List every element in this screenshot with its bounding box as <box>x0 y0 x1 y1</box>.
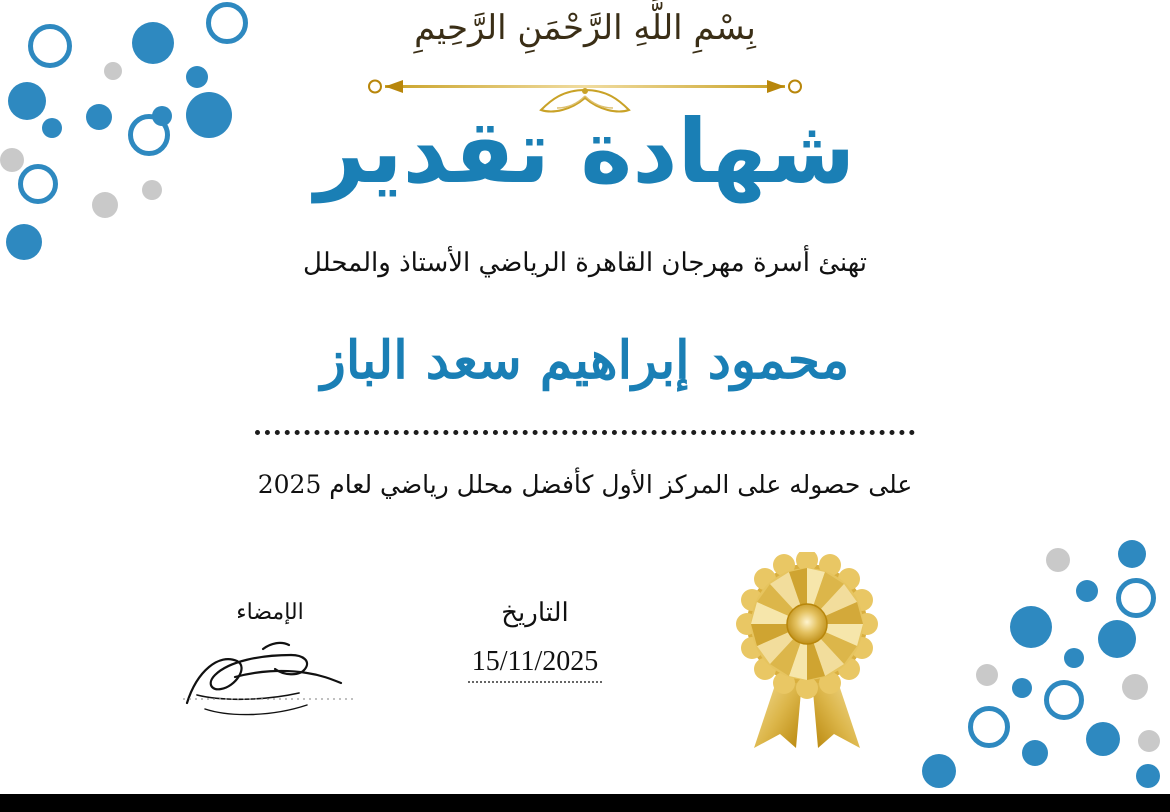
dot <box>976 664 998 686</box>
dot <box>1098 620 1136 658</box>
name-dotted-rule <box>255 430 915 441</box>
congratulation-line: تهنئ أسرة مهرجان القاهرة الرياضي الأستاذ والمحلل <box>303 248 867 278</box>
dot <box>186 66 208 88</box>
dot <box>968 706 1010 748</box>
dot <box>104 62 122 80</box>
reason-line: على حصوله على المركز الأول كأفضل محلل رياضي لعام 2025 <box>257 470 913 499</box>
signature-block <box>175 600 365 726</box>
dot <box>1116 578 1156 618</box>
dot <box>1122 674 1148 700</box>
dot <box>1118 540 1146 568</box>
date-label: التاريخ <box>501 598 569 628</box>
dot <box>1046 548 1070 572</box>
dot <box>1064 648 1084 668</box>
dot <box>1044 680 1084 720</box>
dot <box>1136 764 1160 788</box>
basmala-text: بِسْمِ اللَّهِ الرَّحْمَنِ الرَّحِيمِ <box>414 8 756 48</box>
dot <box>1010 606 1052 648</box>
dot <box>922 754 956 788</box>
dot <box>1076 580 1098 602</box>
bottom-black-bar <box>0 794 1170 812</box>
decorative-dots-bottom-right <box>860 534 1170 794</box>
date-block <box>440 598 630 683</box>
dot <box>1012 678 1032 698</box>
handwritten-signature-icon <box>175 631 365 726</box>
date-value: 15/11/2025 <box>468 646 603 683</box>
dot <box>1138 730 1160 752</box>
dot <box>1022 740 1048 766</box>
gold-award-rosette-icon <box>722 552 892 752</box>
dot <box>1086 722 1120 756</box>
page-title: شهادة تقدير <box>314 100 856 203</box>
recipient-name: محمود إبراهيم سعد الباز <box>320 330 850 391</box>
signature-label: الإمضاء <box>236 600 304 625</box>
